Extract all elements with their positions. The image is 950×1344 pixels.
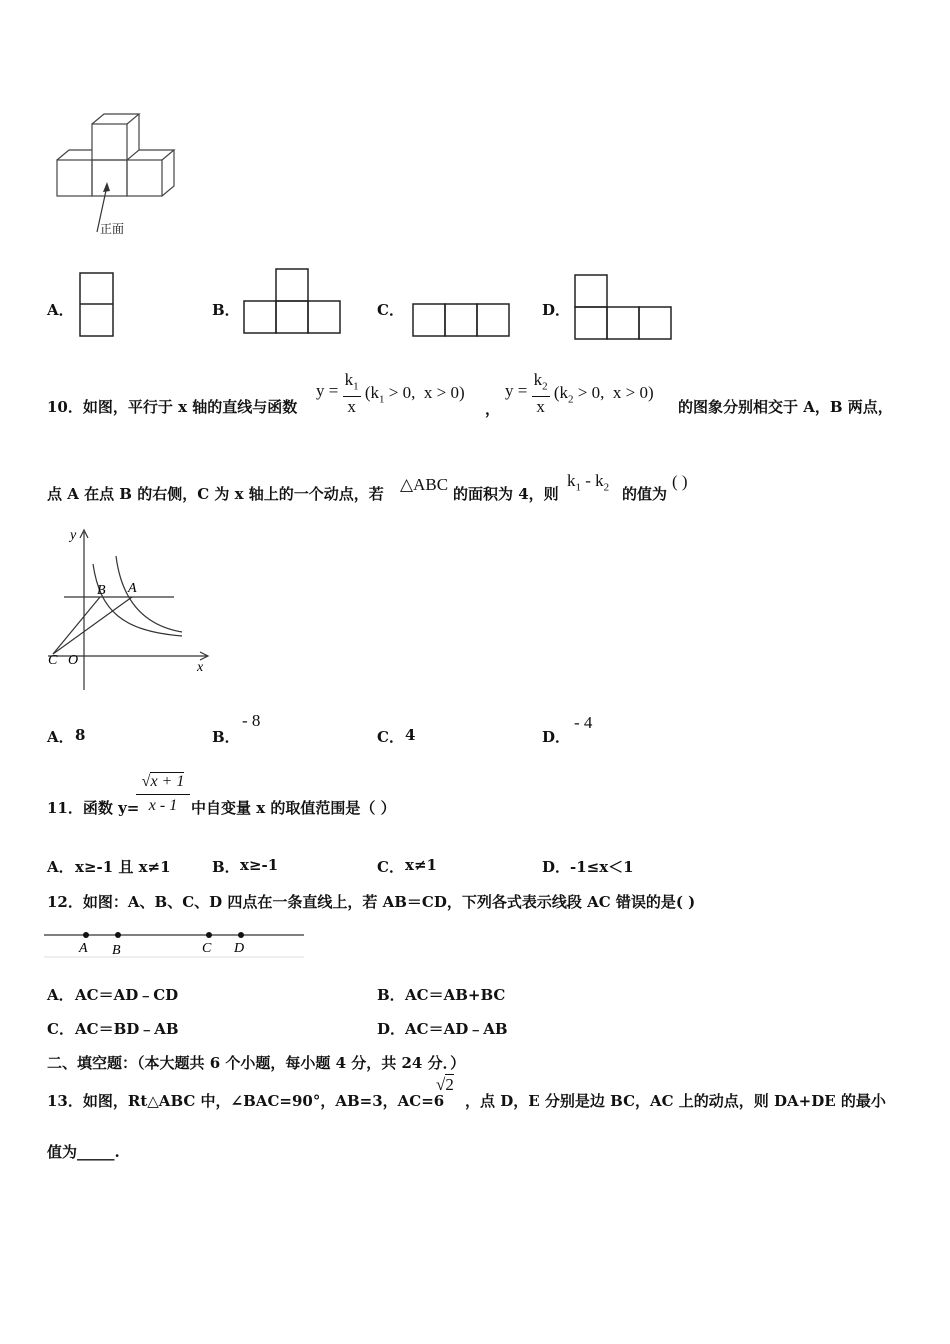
q10-func2: y = $\frac{k_2}{x}$ ($k_2 > 0$, x > 0) (505, 370, 654, 417)
q13-sqrt-value: 2 (445, 1075, 454, 1094)
graph-label-c: C (48, 653, 58, 668)
q10-option-d-value: - 4 (574, 713, 593, 732)
q10-option-c-letter[interactable]: C． (377, 728, 404, 746)
q11-option-c-letter[interactable]: C． (377, 858, 404, 876)
q10-option-b-value: - 8 (242, 711, 261, 730)
q10-sep: ， (485, 400, 501, 418)
q13-stem-part1: 13．如图，Rt△ABC 中，∠BAC=90°，AB=3，AC=6 (47, 1092, 445, 1110)
q9-option-b-view (242, 267, 344, 337)
q12-line-figure (44, 926, 308, 962)
q12-option-a-letter[interactable]: A． (47, 986, 74, 1004)
q11-stem-prefix: 11．函数 y= (47, 799, 140, 817)
q12-option-d-value: AC＝AD﹣AB (405, 1020, 508, 1038)
q9-option-c-letter[interactable]: C． (377, 301, 404, 319)
q12-option-b-letter[interactable]: B． (377, 986, 405, 1004)
q12-option-d-letter[interactable]: D． (377, 1020, 406, 1038)
q10-expr: $k_1 - k_2$ (567, 471, 610, 494)
q9-option-d-letter[interactable]: D． (542, 301, 571, 319)
q13-stem-part2: ，点 D，E 分别是边 BC，AC 上的动点，则 DA+DE 的最小 (465, 1092, 886, 1110)
q10-triangle: △ABC (400, 475, 449, 494)
q10-stem-line2b: 的面积为 4，则 (453, 485, 559, 503)
graph-label-o: O (68, 653, 79, 668)
q12-point-c: C (202, 941, 212, 956)
q11-option-a-value: x≥-1 且 x≠1 (75, 858, 171, 876)
q11-numerator: x + 1 (150, 773, 185, 790)
q11-option-c-value: x≠1 (405, 856, 437, 874)
graph-label-x: x (197, 660, 204, 675)
q10-option-c-value: 4 (405, 726, 416, 744)
q9-option-a-letter[interactable]: A． (47, 301, 74, 319)
q12-option-c-value: AC＝BD﹣AB (75, 1020, 179, 1038)
q12-stem: 12．如图：A、B、C、D 四点在一条直线上，若 AB＝CD，下列各式表示线段 AC 错误的是( ) (47, 893, 696, 911)
q10-option-a-value: 8 (75, 726, 86, 744)
q11-option-b-value: x≥-1 (240, 856, 279, 874)
q9-option-b-letter[interactable]: B． (212, 301, 240, 319)
q11-option-d-letter[interactable]: D． (542, 858, 571, 876)
q12-option-a-value: AC＝AD﹣CD (75, 986, 179, 1004)
graph-label-a: A (128, 581, 137, 596)
q11-option-d-value: -1≤x＜1 (570, 858, 634, 876)
section2-heading: 二、填空题：（本大题共 6 个小题，每小题 4 分，共 24 分．） (47, 1054, 466, 1072)
q11-denominator: x - 1 (148, 797, 178, 814)
q12-option-c-letter[interactable]: C． (47, 1020, 74, 1038)
q9-option-d-view (573, 273, 675, 341)
graph-label-y: y (70, 528, 77, 543)
q11-fraction: √x + 1 x - 1 (136, 770, 190, 817)
q10-option-a-letter[interactable]: A． (47, 728, 74, 746)
q12-point-a: A (79, 941, 88, 956)
q11-option-b-letter[interactable]: B． (212, 858, 240, 876)
q13-sqrt: √2 (436, 1075, 454, 1094)
q12-point-d: D (234, 941, 245, 956)
q10-stem-part1: 10．如图，平行于 x 轴的直线与函数 (47, 398, 298, 416)
q11-option-a-letter[interactable]: A． (47, 858, 74, 876)
q9-option-c-view (411, 302, 513, 339)
q12-point-b: B (112, 943, 121, 958)
q10-option-d-letter[interactable]: D． (542, 728, 571, 746)
front-label: 正面 (100, 222, 125, 236)
q12-option-b-value: AC＝AB+BC (405, 986, 506, 1004)
q10-stem-line2a: 点 A 在点 B 的右侧，C 为 x 轴上的一个动点，若 (47, 485, 384, 503)
q11-stem-suffix: 中自变量 x 的取值范围是（ ） (191, 799, 396, 817)
q10-option-b-letter[interactable]: B． (212, 728, 240, 746)
q10-graph (42, 526, 217, 694)
q13-stem-line2: 值为_____. (47, 1143, 120, 1161)
q10-func1: y = $\frac{k_1}{x}$ ($k_1 > 0$, x > 0) (316, 370, 465, 417)
graph-label-b: B (97, 583, 106, 598)
q9-option-a-view (78, 271, 116, 339)
q10-answer-paren[interactable]: ( ) (672, 472, 688, 491)
q10-stem-part2: 的图象分别相交于 A，B 两点， (678, 398, 893, 416)
q10-stem-line2c: 的值为 (622, 485, 668, 503)
